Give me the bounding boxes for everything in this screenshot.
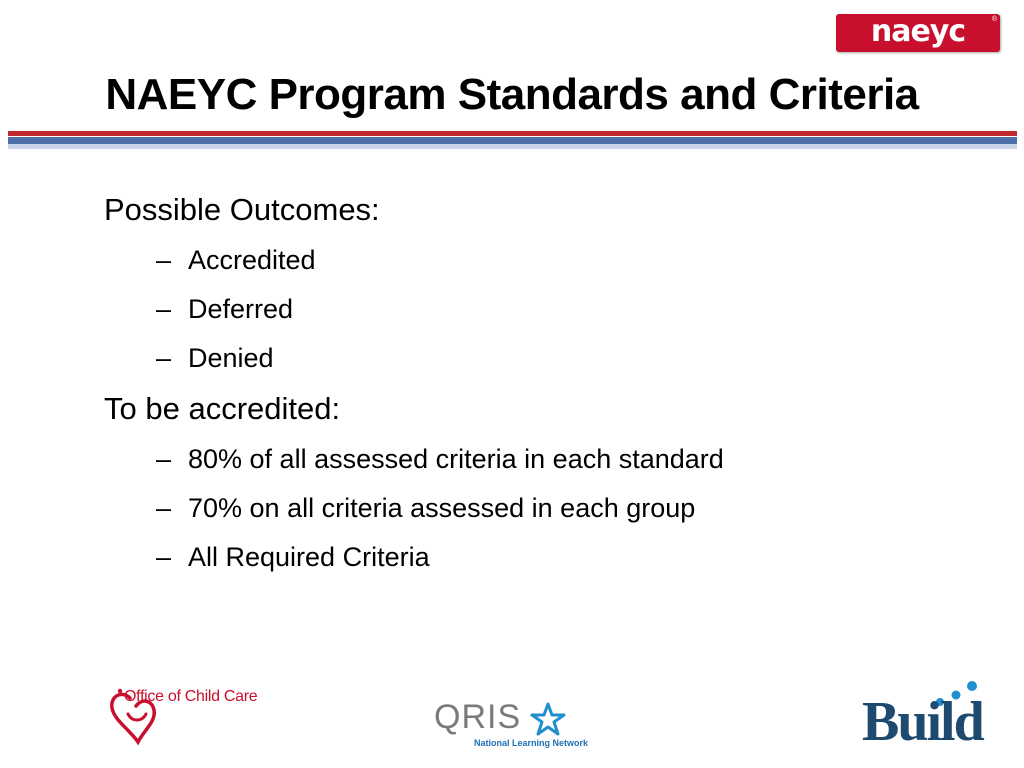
list-item xyxy=(104,236,984,285)
list-item-label: Accredited xyxy=(188,245,316,275)
list-item-label: 70% on all criteria assessed in each group xyxy=(188,493,696,523)
section-heading-outcomes: Possible Outcomes: xyxy=(104,192,380,227)
build-logo-text: Build xyxy=(862,691,983,753)
list-item-label: All Required Criteria xyxy=(188,542,430,572)
slide-title: NAEYC Program Standards and Criteria xyxy=(105,70,919,119)
list-item-label: Denied xyxy=(188,343,274,373)
slide-body xyxy=(104,190,984,588)
section-heading-accredited: To be accredited: xyxy=(104,391,341,426)
dash-bullet: – xyxy=(156,245,172,275)
qris-logo xyxy=(434,700,604,752)
list-item xyxy=(104,334,984,383)
office-of-child-care-text: Office of Child Care xyxy=(124,688,258,705)
dash-bullet: – xyxy=(156,444,172,474)
qris-logo-text: QRIS xyxy=(434,698,522,736)
title-divider-light-blue xyxy=(8,144,1017,149)
title-divider-blue xyxy=(8,137,1017,144)
list-item xyxy=(104,435,984,484)
outcomes-list xyxy=(104,236,984,383)
list-item-label: 80% of all assessed criteria in each standard xyxy=(188,444,724,474)
list-item-label: Deferred xyxy=(188,294,294,324)
qris-subtitle: National Learning Network xyxy=(474,738,589,748)
dash-bullet: – xyxy=(156,343,172,373)
dash-bullet: – xyxy=(156,294,172,324)
title-divider-red xyxy=(8,131,1017,136)
star-icon xyxy=(530,702,566,736)
list-item xyxy=(104,285,984,334)
list-item xyxy=(104,533,984,582)
naeyc-logo-registered-mark: ® xyxy=(991,16,997,23)
dash-bullet: – xyxy=(156,542,172,572)
dash-bullet: – xyxy=(156,493,172,523)
list-item xyxy=(104,484,984,533)
naeyc-logo-text: naeyc xyxy=(870,13,966,49)
requirements-list xyxy=(104,435,984,582)
build-logo xyxy=(862,680,1008,752)
office-of-child-care-logo xyxy=(108,686,268,746)
naeyc-logo xyxy=(836,14,1000,52)
